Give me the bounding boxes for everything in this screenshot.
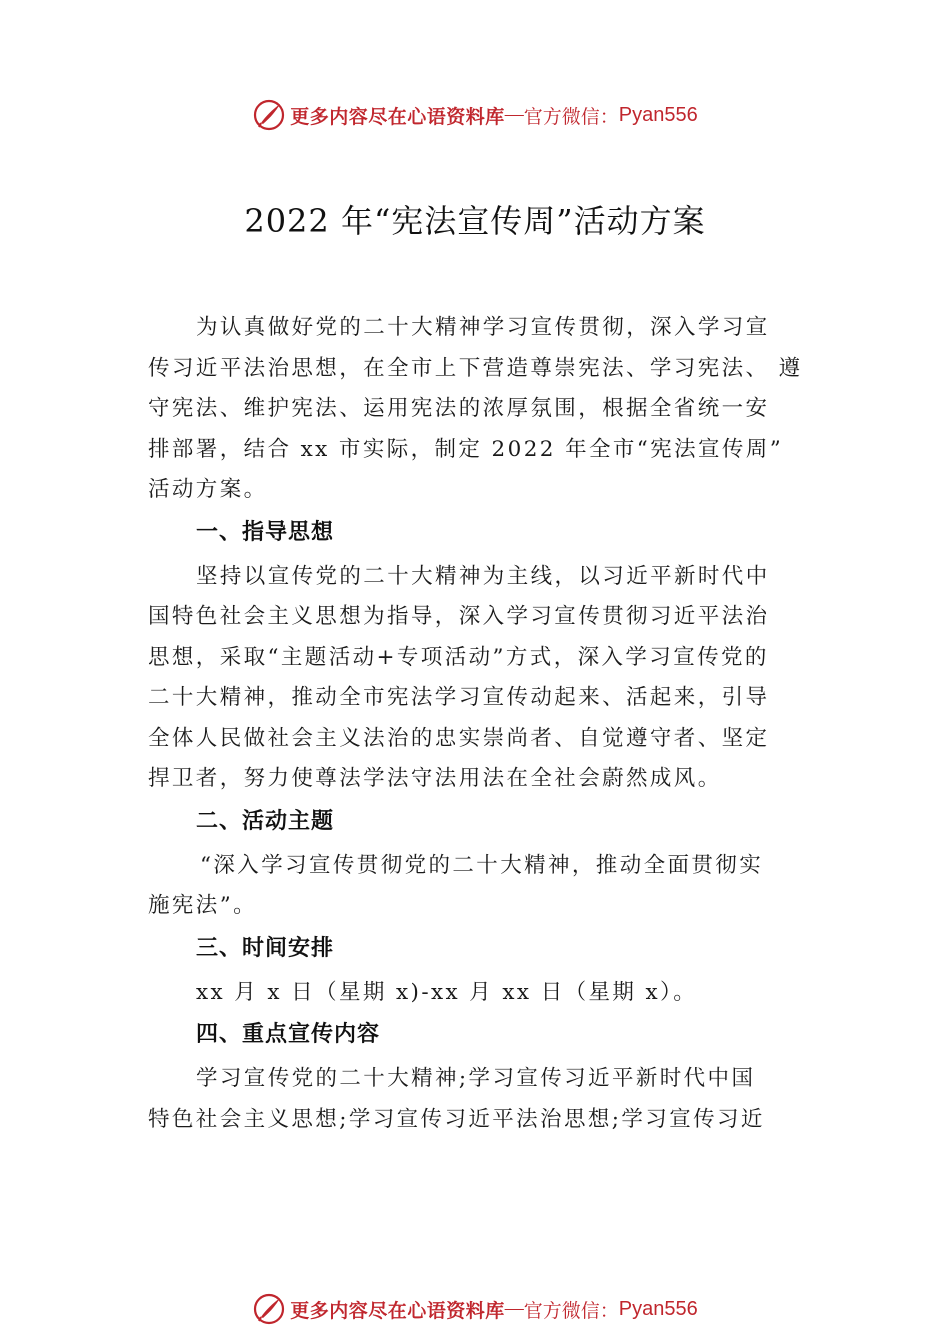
watermark-brand: 更多内容尽在心语资料库 [290, 1299, 505, 1322]
section-paragraph [148, 1059, 818, 1140]
quill-pen-logo-icon [252, 1292, 286, 1326]
paragraph-line: 施宪法”。 [148, 893, 257, 918]
paragraph-line: 学习宣传党的二十大精神;学习宣传习近平新时代中国 [196, 1066, 756, 1091]
watermark-label: 官方微信： [523, 1299, 619, 1322]
section-paragraph [148, 557, 818, 800]
paragraph-line: 特色社会主义思想;学习宣传习近平法治思想;学习宣传习近 [148, 1106, 765, 1132]
watermark-brand: 更多内容尽在心语资料库 [290, 105, 505, 128]
paragraph-line: 排部署，结合 xx 市实际，制定 2022 年全市“宪法宣传周” [148, 436, 784, 462]
paragraph-line: 守宪法、维护宪法、运用宪法的浓厚氛围，根据全省统一安 [148, 396, 770, 421]
watermark-dash: — [504, 104, 524, 125]
watermark-label: 官方微信： [523, 105, 619, 128]
paragraph-line: 为认真做好党的二十大精神学习宣传贯彻，深入学习宣 [196, 315, 770, 340]
paragraph-line: 思想，采取“主题活动+专项活动”方式，深入学习宣传党的 [148, 644, 769, 670]
watermark-header [0, 95, 950, 135]
paragraph-line: 坚持以宣传党的二十大精神为主线，以习近平新时代中 [196, 563, 770, 589]
section-heading-guiding-ideology: 一、指导思想 [196, 519, 335, 545]
paragraph-line: 二十大精神，推动全市宪法学习宣传动起来、活起来，引导 [148, 685, 770, 710]
intro-paragraph [148, 308, 818, 511]
quill-pen-logo-icon [252, 98, 286, 132]
watermark-footer [0, 1289, 950, 1329]
section-heading-key-content: 四、重点宣传内容 [196, 1022, 381, 1047]
paragraph-line: “深入学习宣传贯彻党的二十大精神，推动全面贯彻实 [200, 852, 764, 878]
section-paragraph [148, 973, 818, 1014]
document-title: 2022 年“宪法宣传周”活动方案 [244, 202, 706, 240]
watermark-wechat-id: Pyan556 [618, 103, 698, 126]
watermark-wechat-id: Pyan556 [618, 1297, 698, 1320]
document-body [148, 308, 818, 1140]
section-heading-activity-theme: 二、活动主题 [196, 808, 335, 834]
paragraph-line: 全体人民做社会主义法治的忠实崇尚者、自觉遵守者、坚定 [148, 725, 770, 751]
paragraph-line: 捍卫者，努力使尊法学法守法用法在全社会蔚然成风。 [148, 766, 722, 791]
section-heading-schedule: 三、时间安排 [196, 935, 335, 961]
paragraph-line: 活动方案。 [148, 477, 268, 502]
paragraph-line: xx 月 x 日（星期 x)-xx 月 xx 日（星期 x）。 [196, 979, 698, 1005]
paragraph-line: 国特色社会主义思想为指导，深入学习宣传贯彻习近平法治 [148, 604, 770, 629]
watermark-dash: — [504, 1298, 524, 1319]
paragraph-line: 传习近平法治思想，在全市上下营造尊崇宪法、学习宪法、 遵 [148, 355, 803, 381]
section-paragraph [148, 846, 818, 927]
